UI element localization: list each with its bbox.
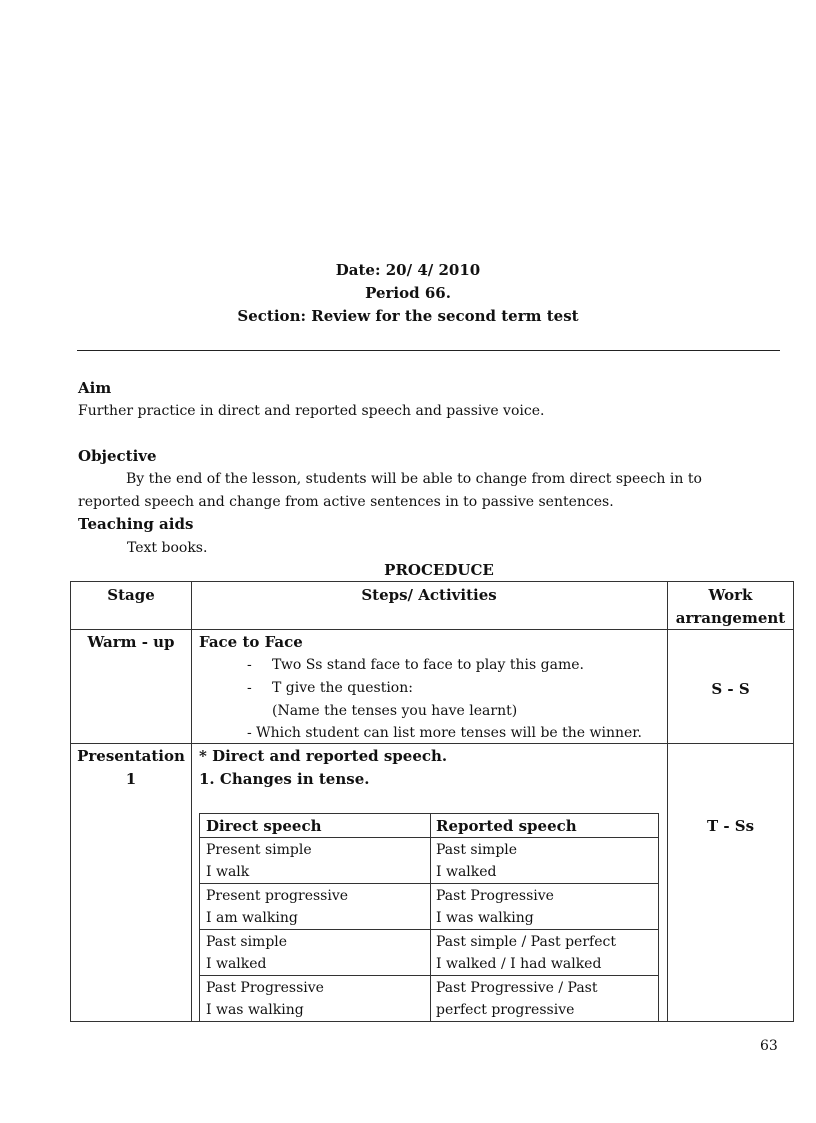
table-cell-reported-tense: Past Progressive / Past xyxy=(436,980,598,996)
table-cell-reported-example: perfect progressive xyxy=(436,1002,575,1018)
lesson-section: Section: Review for the second term test xyxy=(237,307,579,325)
presentation-stage xyxy=(71,745,191,791)
procedure-title: PROCEDUCE xyxy=(384,561,494,579)
presentation-title: * Direct and reported speech. xyxy=(199,747,448,765)
procedure-table xyxy=(70,581,794,1022)
table-cell-direct-example: I walk xyxy=(206,864,250,880)
warmup-bullet-2-marker: - xyxy=(247,680,252,696)
tense-table-header-divider xyxy=(200,837,658,838)
table-cell-reported-example: I walked xyxy=(436,864,497,880)
objective-line-2: reported speech and change from active sentences in to passive sentences. xyxy=(78,494,614,510)
warmup-title: Face to Face xyxy=(199,633,303,651)
tense-change-table xyxy=(199,813,659,1022)
lesson-header xyxy=(0,259,816,328)
column-header-work xyxy=(667,584,794,630)
warmup-bullet-1-marker: - xyxy=(247,657,252,673)
teaching-aids-text: Text books. xyxy=(127,540,208,556)
table-cell-reported-tense: Past Progressive xyxy=(436,888,554,904)
objective-heading: Objective xyxy=(78,447,157,465)
aim-heading: Aim xyxy=(78,379,112,397)
tense-table-row-divider xyxy=(200,883,658,884)
table-cell-reported-tense: Past simple / Past perfect xyxy=(436,934,616,950)
table-cell-reported-example: I walked / I had walked xyxy=(436,956,602,972)
warmup-stage: Warm - up xyxy=(87,633,175,651)
tense-table-header-direct: Direct speech xyxy=(206,817,322,835)
tense-table-header-reported: Reported speech xyxy=(436,817,577,835)
column-header-stage: Stage xyxy=(107,586,155,604)
table-cell-direct-tense: Present simple xyxy=(206,842,312,858)
table-cell-direct-example: I was walking xyxy=(206,1002,304,1018)
presentation-work-arrangement: T - Ss xyxy=(706,817,755,835)
page-number: 63 xyxy=(760,1038,778,1054)
table-cell-direct-example: I am walking xyxy=(206,910,298,926)
presentation-subtitle: 1. Changes in tense. xyxy=(199,770,370,788)
table-cell-reported-tense: Past simple xyxy=(436,842,518,858)
table-cell-reported-example: I was walking xyxy=(436,910,534,926)
warmup-work-arrangement: S - S xyxy=(711,680,750,698)
warmup-bullet-1: Two Ss stand face to face to play this game. xyxy=(272,657,584,673)
objective-line-1: By the end of the lesson, students will be able to change from direct speech in to xyxy=(126,471,702,487)
column-header-work-line1: Work xyxy=(708,586,753,604)
table-cell-direct-tense: Past Progressive xyxy=(206,980,324,996)
lesson-period: Period 66. xyxy=(365,284,451,302)
column-divider-work xyxy=(667,582,668,1021)
header-divider xyxy=(77,350,780,351)
tense-table-row-divider xyxy=(200,929,658,930)
warmup-sub-question: (Name the tenses you have learnt) xyxy=(272,703,518,719)
table-cell-direct-tense: Past simple xyxy=(206,934,288,950)
table-cell-direct-example: I walked xyxy=(206,956,267,972)
presentation-stage-line2: 1 xyxy=(125,770,137,788)
column-header-work-line2: arrangement xyxy=(675,609,786,627)
table-cell-direct-tense: Present progressive xyxy=(206,888,349,904)
lesson-date: Date: 20/ 4/ 2010 xyxy=(335,261,481,279)
column-divider-stage xyxy=(191,582,192,1021)
aim-text: Further practice in direct and reported speech and passive voice. xyxy=(78,403,545,419)
warmup-bullet-2: T give the question: xyxy=(272,680,413,696)
tense-table-column-divider xyxy=(430,814,431,1021)
warmup-winner-rule: - Which student can list more tenses will be the winner. xyxy=(247,725,642,741)
tense-table-row-divider xyxy=(200,975,658,976)
column-header-steps: Steps/ Activities xyxy=(361,586,497,604)
teaching-aids-heading: Teaching aids xyxy=(78,515,194,533)
presentation-stage-line1: Presentation xyxy=(77,747,185,765)
